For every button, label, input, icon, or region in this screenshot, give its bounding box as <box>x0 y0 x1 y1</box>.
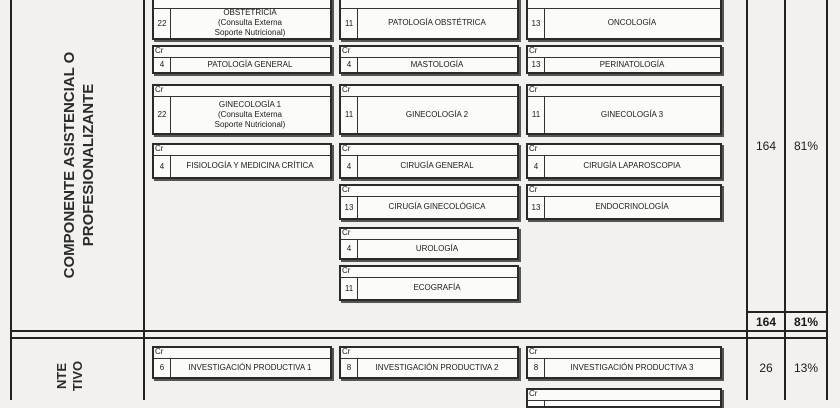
course-box: Cr 4 CIRUGÍA LAPAROSCOPIA <box>526 143 722 179</box>
course-box: Cr 22 GINECOLOGÍA 1 (Consulta Externa Soporte Nutricional) <box>152 84 332 135</box>
course-box: Cr 13 PERINATOLOGÍA <box>526 45 722 74</box>
course-name: UROLOGÍA <box>415 243 459 253</box>
section-divider-secondary <box>10 337 828 339</box>
course-name: GINECOLOGÍA 1 (Consulta Externa Soporte Nutricional) <box>214 99 286 129</box>
course-name: INVESTIGACIÓN PRODUCTIVA 1 <box>188 362 312 372</box>
course-name: INVESTIGACIÓN PRODUCTIVA 2 <box>375 362 499 372</box>
course-box: Cr 11 GINECOLOGÍA 2 <box>339 84 519 135</box>
credits-column-left-border <box>746 0 748 400</box>
course-credits: 8 <box>533 363 539 372</box>
section-total-credits: 164 <box>755 315 777 329</box>
course-name: PATOLOGÍA GENERAL <box>207 59 293 69</box>
course-name: FISIOLOGÍA Y MEDICINA CRÍTICA <box>186 161 314 170</box>
course-box <box>339 0 519 40</box>
label-column-divider <box>143 0 145 400</box>
course-credits: 4 <box>159 161 165 171</box>
course-box: Cr 13 ENDOCRINOLOGÍA <box>526 184 722 220</box>
section-total-percent: 81% <box>793 315 819 329</box>
course-box: Cr 4 UROLOGÍA <box>339 227 519 260</box>
course-name <box>546 400 718 406</box>
table-border-right <box>826 0 828 400</box>
course-name: PATOLOGÍA OBSTÉTRICA <box>388 18 486 27</box>
section-label-asistencial: COMPONENTE ASISTENCIAL O PROFESIONALIZANTE <box>61 51 97 279</box>
course-box <box>526 0 722 40</box>
course-name: OBSTETRICIA (Consulta Externa Soporte Nutricional) <box>214 8 286 37</box>
course-box: Cr 4 CIRUGÍA GENERAL <box>339 143 519 179</box>
section-percent: 81% <box>793 139 819 153</box>
course-box: Cr 11 GINECOLOGÍA 3 <box>526 84 722 135</box>
course-credits: 13 <box>531 18 541 28</box>
course-box: Cr 6 INVESTIGACIÓN PRODUCTIVA 1 <box>152 346 332 379</box>
course-credits: 11 <box>344 18 354 28</box>
course-credits: 11 <box>344 110 354 119</box>
course-credits: 6 <box>159 363 165 372</box>
course-box: Cr 4 PATOLOGÍA GENERAL <box>152 45 332 74</box>
course-box: Cr 4 MASTOLOGÍA <box>339 45 519 74</box>
section2-credits: 26 <box>759 361 773 375</box>
course-credits: 4 <box>533 161 539 171</box>
course-credits: 13 <box>531 60 541 69</box>
course-credits <box>528 400 544 406</box>
course-credits: 4 <box>346 161 352 171</box>
course-name: ENDOCRINOLOGÍA <box>595 202 669 211</box>
course-box: Cr 8 INVESTIGACIÓN PRODUCTIVA 2 <box>339 346 519 379</box>
course-credits: 22 <box>157 18 167 28</box>
course-credits: 8 <box>346 363 352 372</box>
section-divider <box>10 330 828 332</box>
course-name: CIRUGÍA GENERAL <box>400 161 474 170</box>
section-credits: 164 <box>755 139 777 153</box>
course-credits: 11 <box>531 110 541 119</box>
course-name: ONCOLOGÍA <box>607 18 657 27</box>
table-border-left <box>10 0 12 400</box>
course-credits: 13 <box>531 202 541 212</box>
course-credits: 13 <box>344 202 354 212</box>
course-box: Cr 13 CIRUGÍA GINECOLÓGICA <box>339 184 519 220</box>
course-credits: 11 <box>344 283 354 293</box>
course-box <box>152 0 332 40</box>
course-box: Cr 8 INVESTIGACIÓN PRODUCTIVA 3 <box>526 346 722 379</box>
section-label-investigativo: NTE TIVO <box>54 360 85 392</box>
course-box: Cr 11 ECOGRAFÍA <box>339 265 519 301</box>
section2-percent: 13% <box>793 361 819 375</box>
subtotal-row-top <box>746 311 828 313</box>
course-name: MASTOLOGÍA <box>410 59 464 69</box>
course-credits: 22 <box>157 110 167 119</box>
course-name: CIRUGÍA GINECOLÓGICA <box>388 202 486 211</box>
course-name: INVESTIGACIÓN PRODUCTIVA 3 <box>570 362 694 372</box>
course-credits: 4 <box>346 60 352 69</box>
credits-percent-divider <box>784 0 786 400</box>
course-credits: 4 <box>159 60 165 69</box>
course-name: ECOGRAFÍA <box>413 283 461 292</box>
course-box: Cr <box>526 388 722 408</box>
course-name: PERINATOLOGÍA <box>599 59 665 69</box>
course-box: Cr 4 FISIOLOGÍA Y MEDICINA CRÍTICA <box>152 143 332 179</box>
course-name: CIRUGÍA LAPAROSCOPIA <box>583 161 681 170</box>
course-credits: 4 <box>346 244 352 253</box>
course-name: GINECOLOGÍA 3 <box>600 109 664 119</box>
course-name: GINECOLOGÍA 2 <box>405 109 469 119</box>
